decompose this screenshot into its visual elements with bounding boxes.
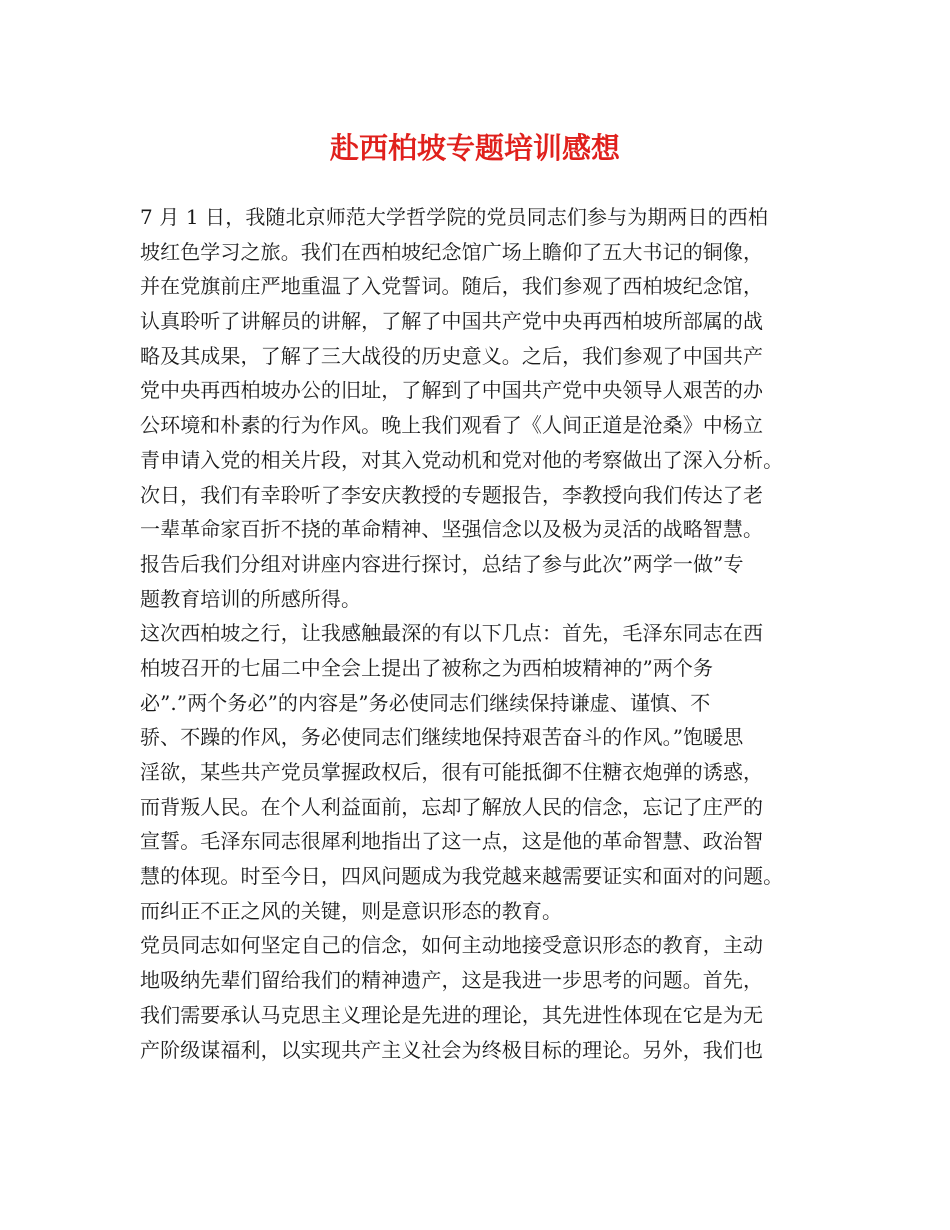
text-line: 一辈革命家百折不挠的革命精神、坚强信念以及极为灵活的战略智慧。 [140, 517, 764, 542]
text-line: 宣誓。毛泽东同志很犀利地指出了这一点，这是他的革命智慧、政治智 [140, 829, 764, 854]
text-line: 党中央再西柏坡办公的旧址，了解到了中国共产党中央领导人艰苦的办 [140, 378, 764, 403]
text-line: 柏坡召开的七届二中全会上提出了被称之为西柏坡精神的”两个务 [140, 655, 714, 680]
text-line: 地吸纳先辈们留给我们的精神遗产，这是我进一步思考的问题。首先， [140, 968, 764, 993]
text-line: 产阶级谋福利，以实现共产主义社会为终极目标的理论。另外，我们也 [140, 1037, 764, 1062]
text-line: 报告后我们分组对讲座内容进行探讨，总结了参与此次”两学一做”专 [140, 551, 744, 576]
text-line: 略及其成果，了解了三大战役的历史意义。之后，我们参观了中国共产 [140, 343, 764, 368]
text-line: 这次西柏坡之行，让我感触最深的有以下几点：首先，毛泽东同志在西 [140, 621, 764, 646]
text-line: 并在党旗前庄严地重温了入党誓词。随后，我们参观了西柏坡纪念馆， [140, 274, 764, 299]
text-line: 青申请入党的相关片段，对其入党动机和党对他的考察做出了深入分析。 [140, 447, 784, 472]
text-line: 慧的体现。时至今日，四风问题成为我党越来越需要证实和面对的问题。 [140, 864, 784, 889]
text-line: 而背叛人民。在个人利益面前，忘却了解放人民的信念，忘记了庄严的 [140, 794, 764, 819]
text-line: 题教育培训的所感所得。 [140, 586, 362, 611]
text-line: 淫欲，某些共产党员掌握政权后，很有可能抵御不住糖衣炮弹的诱惑， [140, 760, 764, 784]
text-line: 党员同志如何坚定自己的信念，如何主动地接受意识形态的教育，主动 [140, 933, 764, 958]
text-line: 坡红色学习之旅。我们在西柏坡纪念馆广场上瞻仰了五大书记的铜像， [140, 239, 764, 264]
text-line: 7 月 1 日，我随北京师范大学哲学院的党员同志们参与为期两日的西柏 [140, 205, 768, 229]
text-line: 我们需要承认马克思主义理论是先进的理论，其先进性体现在它是为无 [140, 1002, 764, 1027]
document-body [140, 200, 830, 1067]
text-line: 次日，我们有幸聆听了李安庆教授的专题报告，李教授向我们传达了老 [140, 482, 764, 507]
text-line: 认真聆听了讲解员的讲解，了解了中国共产党中央再西柏坡所部属的战 [140, 309, 764, 334]
text-line: 公环境和朴素的行为作风。晚上我们观看了《人间正道是沧桑》中杨立 [140, 413, 764, 438]
document-title: 赴西柏坡专题培训感想 [329, 131, 620, 165]
text-line: 必”.”两个务必”的内容是”务必使同志们继续保持谦虚、谨慎、不 [140, 690, 711, 715]
text-line: 骄、不躁的作风，务必使同志们继续地保持艰苦奋斗的作风。”饱暖思 [140, 725, 744, 750]
text-line: 而纠正不正之风的关键，则是意识形态的教育。 [140, 898, 563, 923]
